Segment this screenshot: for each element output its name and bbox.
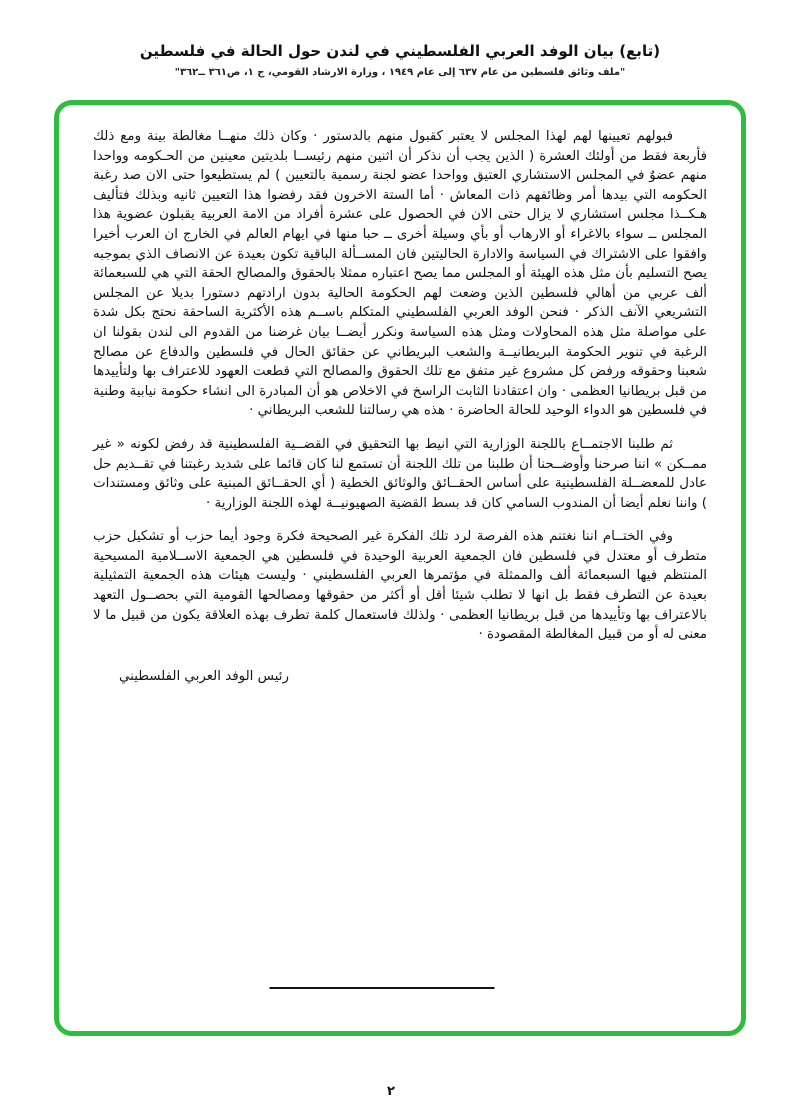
document-body [93, 127, 707, 645]
paragraph-2: ثم طلبنا الاجتمــاع باللجنة الوزارية التي انيط بها التحقيق في القضــية الفلسطينية قد رفض لكونه « غير ممــكن » اننا صرحنا وأوضــحنا أن طلبنا من تلك اللجنة أن تستمع لنا كان قائما على شديد رغبتنا في تقــديم حل عادل للمعضــلة الفلسطينية على أساس الحقــائق والوثائق الخطية ( أي الحقــائق المبنية على وثائق ومستندات ) واننا نعلم أيضا أن المندوب السامي كان قد بسط القضية الصهيونيــة لهذه اللجنة الوزارية · [93, 436, 707, 511]
document-source-citation: "ملف وثائق فلسطين من عام ٦٣٧ إلى عام ١٩٤٩ ، وزارة الارشاد القومي، ج ١، ص٣٦١ ــ٣٦٢" [174, 67, 626, 78]
green-border-frame [54, 100, 746, 1036]
paragraph-1: فبولهم تعيينها لهم لهذا المجلس لا يعتبر كقبول منهم بالدستور · وكان ذلك منهــا مغالطة بينة ومع ذلك فأربعة فقط من أولئك العشرة ( الذين يجب أن نذكر أن اثنين منهم رئيســا بلديتين معينين من الحـكومه وواحدا منهم عضوٌ في المجلس الاستشاري العتيق وواحدا عضو لجنة رسمية بالتعيين ) لم يستطيعوا حتى الان صد رغبة الحكومه التي بيدها أمر وظائفهم ذات المعاش · أما الستة الاخرون فقد رفضوا هذا التعيين ثانيه وبذلك فتأليف هـكــذا مجلس استشاري لا يزال حتى الان في الحصول على عشرة أفراد من الامة العربية يقبلون عضوية هذا المجلس ــ سواء بالاغراء أو الارهاب أو بأي وسيلة أخرى ــ حبا منها في ايهام العالم في الخارج ان العرب أخيرا وافقوا على الاشتراك في السياسة والادارة الحاليتين فان المســألة الباقية تكون بعيدة عن الانصاف الذي بموجبه يصح التسليم بأن مثل هذه الهيئة أو المجلس مما يصح اعتباره ممثلا بالحقوق والمصالح الحقة التي هي للسبعمائة ألف عربي من أهالي فلسطين الذين وضعت لهم الحكومة الحالية بدون ارادتهم دستورا بديلا عن المجلس التشريعي الآنف الذكر · فنحن الوفد العربي الفلسطيني المتكلم باســم هذه الأكثرية الساحقة نحتج بكل شدة على مواصلة مثل هذه المحاولات ومثل هذه السياسة ونكرر أيضــا بيان غرضنا من القدوم الى لندن بقولنا ان الرغبة في تنوير الحكومة البريطانيــة والشعب البريطاني عن حقائق الحال في فلسطين والدفاع عن مصالح شعبنا وحقوقه ورفض كل مشروع غير متفق مع تلك الحقوق والمصالح التي قطعت العهود للاعتراف بها ولتأييدها من قبل بريطانيا العظمى · وان اعتقادنا الثابت الراسخ في الاخلاص هو أن المبادرة الى انشاء حكومة نيابية وطنية في فلسطين هو الدواء الوحيد للحالة الحاضرة · هذه هي رسالتنا للشعب البريطاني · [93, 129, 707, 419]
document-header [0, 42, 800, 78]
bottom-separator-rule [270, 987, 495, 989]
page-number: ٢ [387, 1084, 395, 1099]
document-title: (تابع) بيان الوفد العربي الفلسطيني في لندن حول الحالة في فلسطين [139, 42, 661, 60]
signature-line: رئيس الوفد العربي الفلسطيني [119, 668, 289, 684]
paragraph-3: وفي الختــام اننا نغتنم هذه الفرصة لرد تلك الفكرة غير الصحيحة فكرة وجود أيما حزب أو تشكيل حزب متطرف أو معتدل في فلسطين فان الجمعية العربية الوحيدة في فلسطين هي الجمعية الاســلامية المسيحية المنتظم فيها السبعمائة ألف والممثلة في مؤتمرها العربي الفلسطيني · وليست هيئات هذه الجمعية التمثيلية بعيدة عن التطرف فقط بل انها لا تطلب شيئا أقل أو أكثر من حقوقها ومصالحها القومية التي بحصــول التعهد بالاعتراف بها وتأييدها من قبل بريطانيا العظمى · ولذلك فاستعمال كلمة تطرف بهذه العلاقة يكون من قبيل ما لا معنى له أو من قبيل المغالطة المقصودة · [93, 529, 707, 643]
